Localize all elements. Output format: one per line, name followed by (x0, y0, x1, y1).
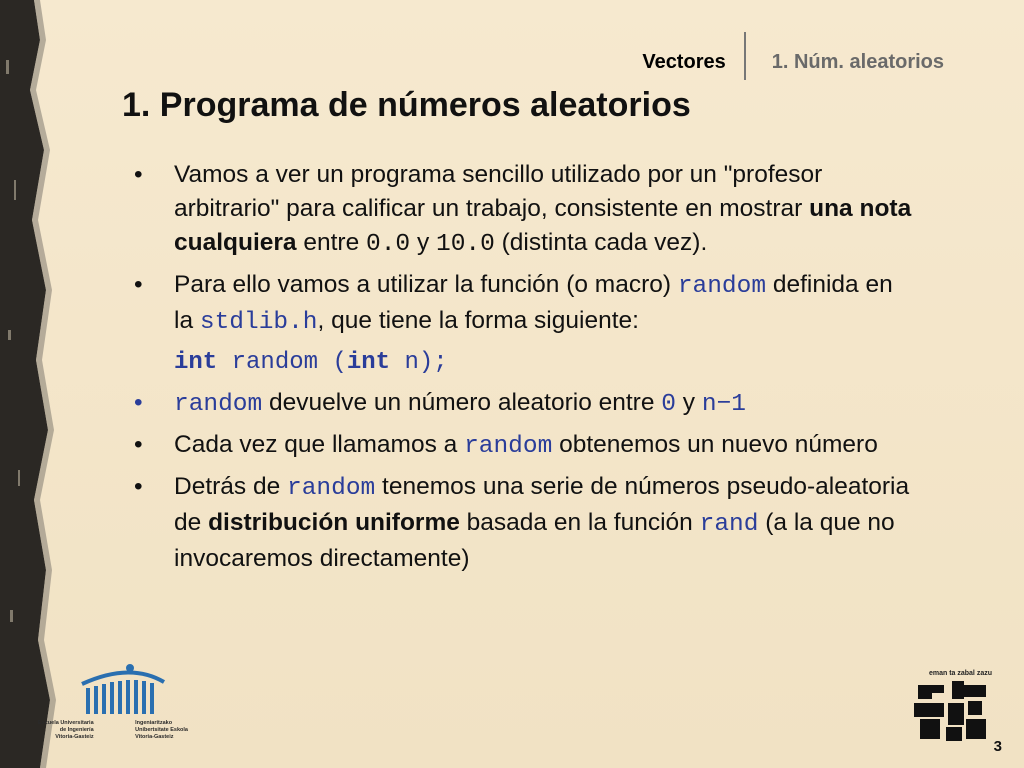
text-segment: Para ello vamos a utilizar la función (o macro) (174, 271, 678, 298)
logo-caption-line: Vitoria-Gasteiz (55, 734, 94, 740)
inline-code: 10.0 (436, 231, 495, 258)
inline-code: stdlib.h (199, 309, 318, 336)
code-text: random ( (217, 349, 347, 376)
text-segment: Detrás de (174, 473, 288, 500)
torn-paper-strip-decoration (0, 0, 60, 768)
inline-code: 0 (661, 391, 676, 418)
university-logo (912, 670, 992, 745)
text-segment: basada en la función (459, 509, 700, 536)
code-text: n); (390, 349, 448, 376)
bullet-marker: • (134, 389, 143, 416)
text-segment: y (410, 229, 437, 256)
bullet-list (134, 158, 914, 582)
text-segment: tenemos una serie de números pseudo-aleatoria de (174, 473, 910, 536)
bullet-item-4 (134, 428, 914, 464)
bullet-item-3 (134, 386, 914, 422)
text-segment: entre (296, 229, 367, 256)
bullet-marker: • (134, 473, 143, 500)
school-logo (38, 660, 188, 750)
logo-caption-line: Vitoria-Gasteiz (135, 734, 174, 740)
inline-code: random (677, 273, 767, 300)
inline-code: rand (699, 511, 759, 538)
code-keyword: int (346, 349, 391, 376)
text-segment: Vamos a ver un programa sencillo utilizado por un "profesor arbitrario" para calificar un trabajo, consistente en mostrar (174, 161, 823, 222)
logo-caption-line: de Ingeniería (59, 727, 94, 733)
bold-text: distribución uniforme (208, 509, 460, 536)
bullet-item-1 (134, 158, 914, 262)
inline-code: random (464, 433, 553, 460)
page-number: 3 (993, 738, 1002, 755)
inline-code: n−1 (701, 391, 746, 418)
code-keyword: int (174, 349, 218, 376)
inline-code: 0.0 (366, 231, 411, 258)
logo-caption-line: Escuela Universitaria (38, 720, 94, 726)
text-segment: (a la que no invocaremos directamente) (174, 509, 895, 572)
bullet-marker: • (134, 431, 143, 458)
code-signature (134, 346, 914, 380)
breadcrumb-section: Vectores (642, 50, 726, 73)
bullet-marker: • (134, 271, 143, 298)
text-segment: devuelve un número aleatorio entre (262, 389, 662, 416)
bullet-item-2 (134, 268, 914, 340)
bold-text: una nota cualquiera (174, 195, 912, 256)
text-segment: obtenemos un nuevo número (552, 431, 878, 458)
university-motto: eman ta zabal zazu (928, 670, 992, 677)
text-segment: (distinta cada vez). (494, 229, 708, 256)
inline-code: random (174, 391, 263, 418)
text-segment: , que tiene la forma siguiente: (317, 307, 639, 334)
breadcrumb-subsection: 1. Núm. aleatorios (771, 50, 944, 73)
school-logo-icon (38, 660, 188, 720)
logo-caption-line: Unibertsitate Eskola (135, 727, 188, 733)
text-segment: Cada vez que llamamos a (174, 431, 465, 458)
school-logo-caption (38, 720, 188, 741)
slide-title: 1. Programa de números aleatorios (122, 86, 691, 124)
bullet-item-5 (134, 470, 914, 576)
breadcrumb (642, 44, 944, 80)
text-segment: definida en la (174, 271, 893, 334)
logo-caption-line: Ingeniaritzako (135, 720, 173, 726)
university-logo-icon (912, 677, 992, 743)
text-segment: y (675, 389, 702, 416)
bullet-marker: • (134, 161, 143, 188)
inline-code: random (287, 475, 376, 502)
